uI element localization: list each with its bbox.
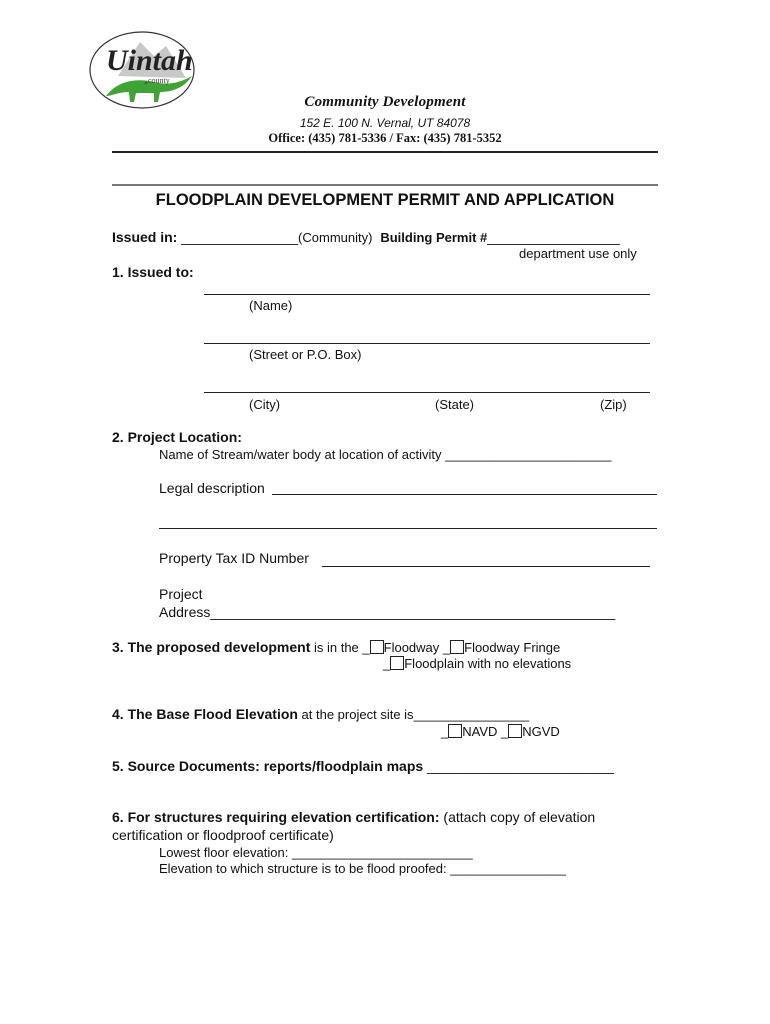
no-elevations-checkbox[interactable]	[390, 656, 404, 670]
ngvd-checkbox[interactable]	[508, 724, 522, 738]
datum-row: _ NAVD _ NGVD	[441, 724, 560, 739]
legal-description-label: Legal description	[159, 480, 265, 496]
tax-id-label: Property Tax ID Number	[159, 550, 309, 566]
logo-text: Uintah	[106, 44, 193, 77]
form-title: FLOODPLAIN DEVELOPMENT PERMIT AND APPLICATION	[155, 191, 615, 209]
issued-in-field[interactable]: _______________	[181, 229, 299, 245]
legal-description-field-1[interactable]	[272, 494, 657, 495]
floodway-fringe-label: Floodway Fringe	[464, 640, 561, 655]
section-2-title: 2. Project Location:	[112, 429, 242, 445]
name-field[interactable]	[204, 294, 650, 295]
stream-row	[159, 447, 611, 462]
project-address-field[interactable]: ____________________________________________________	[210, 604, 616, 620]
section-3-text: is in the	[310, 640, 363, 655]
floodproof-label: Elevation to which structure is to be flood proofed:	[159, 861, 447, 876]
issued-in-label: Issued in:	[112, 229, 178, 245]
floodproof-row	[159, 861, 566, 876]
no-elevations-row: _ Floodplain with no elevations	[383, 656, 572, 671]
section-6-title: 6. For structures requiring elevation certification:	[112, 809, 440, 825]
city-label: (City)	[249, 397, 281, 412]
street-field[interactable]	[204, 343, 650, 344]
section-5-title: 5. Source Documents: reports/floodplain maps	[112, 758, 424, 774]
building-permit-field[interactable]: _________________	[487, 229, 620, 245]
zip-label: (Zip)	[600, 397, 627, 412]
floodway-checkbox[interactable]	[370, 640, 384, 654]
source-documents-field[interactable]: ________________________	[427, 758, 614, 774]
floodway-label: Floodway	[383, 640, 440, 655]
project-label: Project	[159, 586, 203, 602]
stream-field[interactable]: _______________________	[445, 447, 612, 462]
section-4-title: 4. The Base Flood Elevation	[112, 706, 298, 722]
street-label: (Street or P.O. Box)	[249, 347, 362, 362]
no-elevations-label: Floodplain with no elevations	[404, 656, 572, 671]
section-6-row	[112, 809, 595, 825]
stream-label: Name of Stream/water body at location of activity	[159, 447, 442, 462]
section-4-row	[112, 706, 529, 722]
building-permit-label: Building Permit #	[380, 230, 488, 245]
navd-label: NAVD	[462, 724, 498, 739]
lowest-floor-row	[159, 845, 473, 860]
base-flood-elevation-field[interactable]: ________________	[413, 707, 530, 722]
section-3-row: 3. The proposed development is in the _ Floodway _ Floodway Fringe	[112, 639, 561, 655]
lowest-floor-field[interactable]: _________________________	[291, 845, 473, 860]
header-rule	[112, 151, 658, 153]
legal-description-field-2[interactable]	[159, 528, 657, 529]
lowest-floor-label: Lowest floor elevation:	[159, 845, 289, 860]
section-1-title: 1. Issued to:	[112, 264, 194, 280]
floodproof-field[interactable]: ________________	[450, 861, 566, 876]
dept-use-only-note: department use only	[519, 246, 637, 261]
section-3-title: 3. The proposed development	[112, 639, 311, 655]
tax-id-field[interactable]	[322, 566, 650, 567]
floodway-fringe-checkbox[interactable]	[450, 640, 464, 654]
project-address-row	[159, 604, 615, 620]
city-state-zip-field[interactable]	[204, 392, 650, 393]
section-4-text: at the project site is	[297, 707, 414, 722]
state-label: (State)	[435, 397, 475, 412]
name-label: (Name)	[249, 298, 293, 313]
org-address: 152 E. 100 N. Vernal, UT 84078	[299, 116, 471, 130]
title-rule	[112, 184, 658, 186]
logo-subtext: county	[148, 76, 170, 85]
issued-in-row	[112, 229, 620, 245]
section-5-row	[112, 758, 614, 774]
section-6-text: (attach copy of elevation	[439, 809, 596, 825]
section-6-text-line-2: certification or floodproof certificate)	[112, 827, 334, 843]
ngvd-label: NGVD	[522, 724, 560, 739]
navd-checkbox[interactable]	[448, 724, 462, 738]
community-label: (Community)	[298, 230, 373, 245]
org-name: Community Development	[304, 94, 466, 110]
org-phone-fax: Office: (435) 781-5336 / Fax: (435) 781-5352	[268, 131, 502, 145]
project-address-label: Address	[159, 604, 211, 620]
